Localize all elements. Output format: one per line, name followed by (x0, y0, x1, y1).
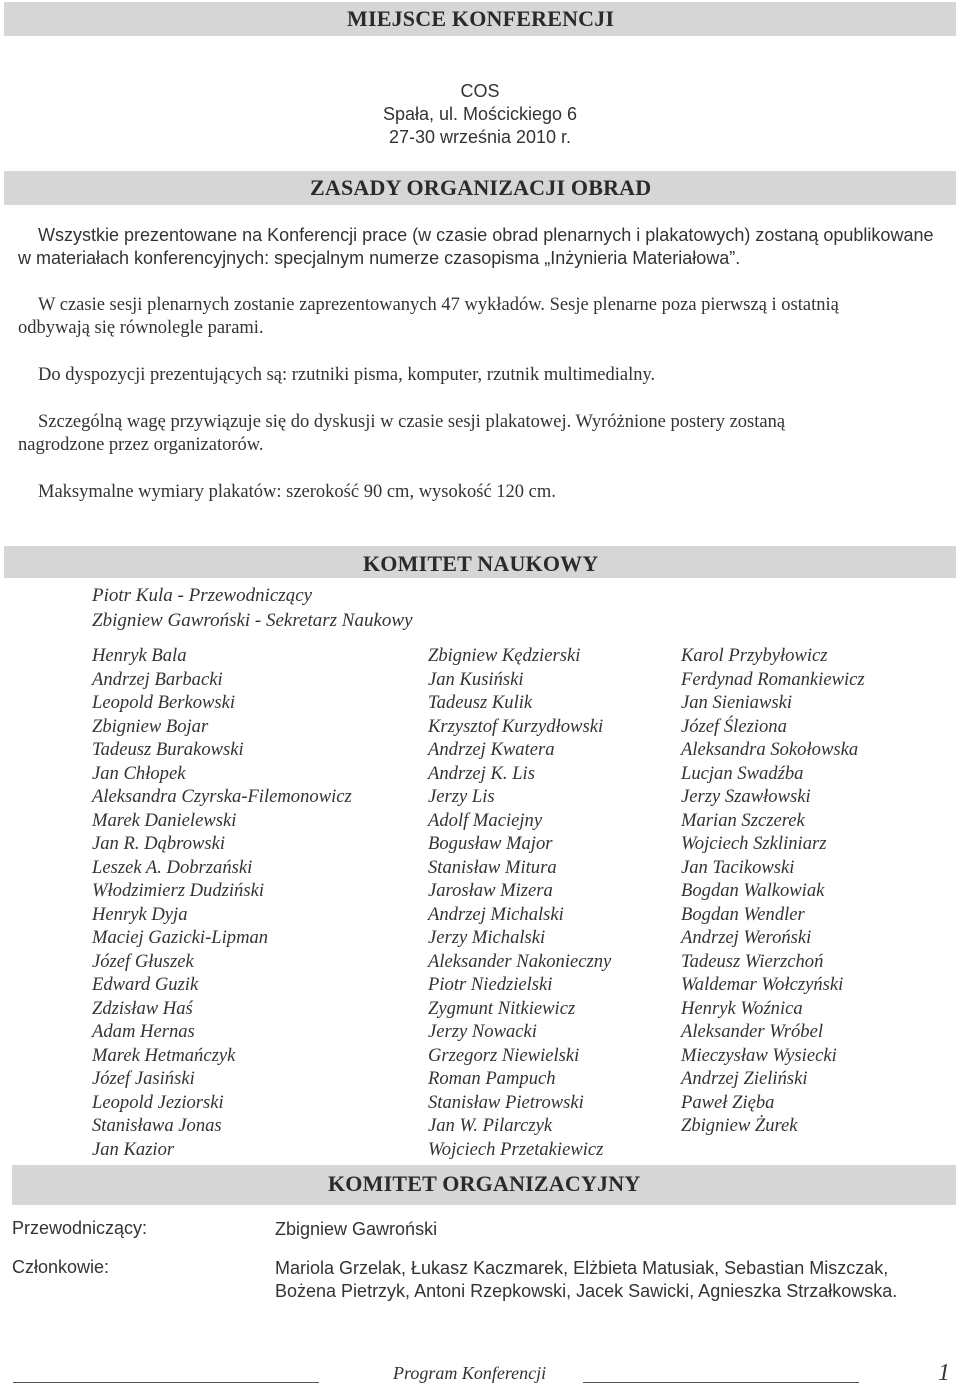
list-item: Andrzej Weroński (681, 927, 812, 948)
list-item: Andrzej Kwatera (428, 739, 555, 760)
list-item: Lucjan Swadźba (681, 762, 804, 784)
rules-p4-line-1: Szczególną wagę przywiązuje się do dyskusji w czasie sesji plakatowej. Wyróżnione postery zostaną (38, 412, 786, 432)
list-item: Jerzy Lis (428, 786, 495, 807)
list-item: Leopold Jeziorski (92, 1091, 224, 1113)
list-item: Zbigniew Bojar (92, 715, 209, 737)
list-item: Aleksandra Czyrska-Filemonowicz (92, 786, 352, 807)
footer-rule-right (583, 1382, 859, 1383)
list-item: Jan R. Dąbrowski (92, 833, 226, 854)
list-item: Grzegorz Niewielski (428, 1044, 580, 1066)
list-item: Jerzy Nowacki (428, 1021, 537, 1042)
list-item: Adam Hernas (92, 1021, 195, 1042)
list-item: Wojciech Przetakiewicz (428, 1138, 604, 1160)
list-item: Marian Szczerek (681, 809, 805, 831)
footer-title: Program Konferencji (393, 1363, 547, 1383)
list-item: Aleksander Nakonieczny (428, 950, 612, 972)
list-item: Henryk Woźnica (681, 997, 803, 1019)
organizing-committee-heading: KOMITET ORGANIZACYJNY (328, 1171, 641, 1196)
list-item: Leszek A. Dobrzański (92, 856, 253, 878)
list-item: Paweł Zięba (681, 1091, 775, 1113)
organizing-members-line-1: Mariola Grzelak, Łukasz Kaczmarek, Elżbieta Matusiak, Sebastian Miszczak, (275, 1258, 889, 1278)
list-item: Józef Głuszek (92, 950, 194, 972)
list-item: Bogusław Major (428, 833, 553, 854)
list-item: Jarosław Mizera (428, 880, 553, 901)
list-item: Andrzej Michalski (428, 903, 564, 925)
list-item: Wojciech Szkliniarz (681, 833, 827, 854)
organizing-members-label: Członkowie: (12, 1257, 110, 1277)
venue-heading: MIEJSCE KONFERENCJI (347, 6, 615, 31)
scientific-committee-heading: KOMITET NAUKOWY (363, 551, 599, 576)
list-item: Zbigniew Kędzierski (428, 645, 581, 666)
list-item: Andrzej K. Lis (428, 762, 535, 784)
list-item: Marek Hetmańczyk (92, 1044, 236, 1066)
rules-paragraph-3 (18, 364, 948, 387)
list-item: Jerzy Szawłowski (681, 786, 811, 807)
list-item: Jan Kazior (92, 1138, 175, 1160)
list-item: Jan Tacikowski (681, 856, 795, 878)
list-item: Tadeusz Wierzchoń (681, 950, 824, 972)
list-item: Waldemar Wołczyński (681, 974, 844, 995)
list-item: Ferdynad Romankiewicz (681, 668, 865, 690)
list-item: Aleksandra Sokołowska (681, 739, 859, 760)
list-item: Aleksander Wróbel (681, 1021, 824, 1042)
organizing-members-line-2: Bożena Pietrzyk, Antoni Rzepkowski, Jacek Sawicki, Agnieszka Strzałkowska. (275, 1281, 898, 1301)
list-item: Jan W. Pilarczyk (428, 1115, 553, 1136)
rules-p3-line: Do dyspozycji prezentujących są: rzutniki pisma, komputer, rzutnik multimedialny. (38, 365, 656, 385)
list-item: Jan Sieniawski (681, 692, 793, 713)
list-item: Andrzej Barbacki (92, 668, 223, 690)
scientific-committee-column-2 (428, 644, 611, 1161)
scientific-committee-column-3 (681, 644, 865, 1138)
page-number: 1 (938, 1360, 950, 1386)
footer-rule-left (13, 1382, 319, 1383)
list-item: Adolf Maciejny (428, 809, 543, 831)
list-item: Włodzimierz Dudziński (92, 880, 264, 901)
rules-p2-line-2: odbywają się równolegle parami. (18, 318, 264, 338)
rules-p2-line-1: W czasie sesji plenarnych zostanie zaprezentowanych 47 wykładów. Sesje plenarne poza pierwszą i ostatnią (38, 295, 839, 315)
venue-details (0, 80, 960, 149)
list-item: Piotr Niedzielski (428, 974, 553, 995)
rules-heading: ZASADY ORGANIZACJI OBRAD (310, 175, 652, 200)
list-item: Józef Jasiński (92, 1068, 195, 1089)
list-item: Roman Pampuch (428, 1068, 556, 1089)
scientific-committee-secretary: Zbigniew Gawroński - Sekretarz Naukowy (92, 610, 413, 631)
venue-line-2: Spała, ul. Mościckiego 6 (382, 104, 578, 124)
list-item: Zbigniew Żurek (681, 1115, 798, 1136)
list-item: Tadeusz Kulik (428, 692, 533, 713)
venue-line-3: 27-30 września 2010 r. (388, 127, 572, 147)
list-item: Henryk Dyja (92, 903, 188, 925)
list-item: Karol Przybyłowicz (681, 645, 828, 666)
organizing-chair-label: Przewodniczący: (12, 1218, 148, 1238)
list-item: Marek Danielewski (92, 809, 237, 831)
list-item: Jan Kusiński (428, 668, 524, 690)
list-item: Jerzy Michalski (428, 927, 546, 948)
list-item: Stanisław Pietrowski (428, 1091, 584, 1113)
rules-paragraph-1 (18, 224, 948, 270)
list-item: Bogdan Walkowiak (681, 880, 825, 901)
rules-p1-line-1: Wszystkie prezentowane na Konferencji prace (w czasie obrad plenarnych i plakatowych) zostaną opublikowane (38, 225, 934, 245)
rules-p5-line: Maksymalne wymiary plakatów: szerokość 90 cm, wysokość 120 cm. (38, 482, 556, 502)
list-item: Mieczysław Wysiecki (681, 1044, 837, 1066)
rules-p4-line-2: nagrodzone przez organizatorów. (18, 435, 264, 455)
venue-line-1: COS (460, 81, 500, 101)
list-item: Maciej Gazicki-Lipman (92, 927, 269, 948)
scientific-committee-column-1 (92, 644, 352, 1161)
organizing-members-value (275, 1257, 935, 1303)
list-item: Leopold Berkowski (92, 692, 236, 713)
list-item: Bogdan Wendler (681, 903, 805, 925)
scientific-committee-leadership (92, 583, 413, 633)
rules-paragraph-5 (18, 481, 948, 504)
list-item: Edward Guzik (92, 974, 199, 995)
list-item: Zdzisław Haś (92, 997, 193, 1019)
rules-paragraph-4 (18, 411, 948, 457)
rules-p1-line-2: w materiałach konferencyjnych: specjalnym numerze czasopisma „Inżynieria Materiałowa”. (18, 248, 741, 268)
scientific-committee-chair: Piotr Kula - Przewodniczący (92, 585, 313, 606)
list-item: Stanisława Jonas (92, 1115, 222, 1136)
list-item: Henryk Bala (92, 645, 187, 666)
list-item: Andrzej Zieliński (681, 1068, 808, 1089)
list-item: Krzysztof Kurzydłowski (428, 715, 604, 737)
organizing-chair-value: Zbigniew Gawroński (275, 1219, 438, 1239)
list-item: Jan Chłopek (92, 762, 186, 784)
list-item: Stanisław Mitura (428, 856, 557, 878)
list-item: Józef Śleziona (681, 715, 787, 737)
list-item: Zygmunt Nitkiewicz (428, 997, 576, 1019)
rules-paragraph-2 (18, 294, 948, 340)
list-item: Tadeusz Burakowski (92, 739, 244, 760)
